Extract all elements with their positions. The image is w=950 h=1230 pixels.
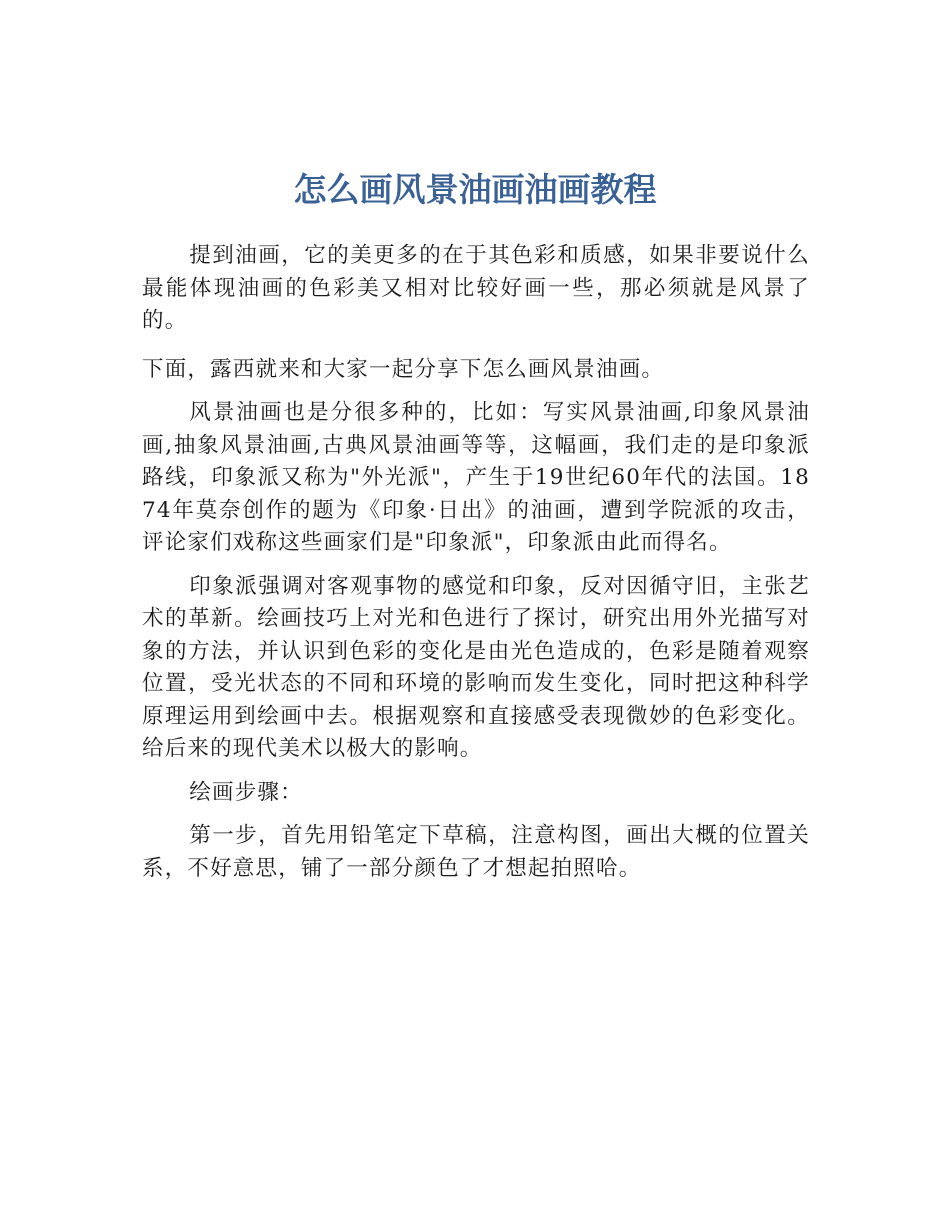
document-body [142, 240, 810, 896]
paragraph-intro: 提到油画，它的美更多的在于其色彩和质感，如果非要说什么最能体现油画的色彩美又相对比较好画一些，那必须就是风景了的。 [142, 243, 810, 333]
paragraph-share: 下面，露西就来和大家一起分享下怎么画风景油画。 [142, 356, 665, 382]
paragraph-step-one: 第一步，首先用铅笔定下草稿，注意构图，画出大概的位置关系，不好意思，铺了一部分颜色了才想起拍照哈。 [142, 823, 810, 881]
paragraph-impressionism: 印象派强调对客观事物的感觉和印象，反对因循守旧，主张艺术的革新。绘画技巧上对光和色进行了探讨，研究出用外光描写对象的方法，并认识到色彩的变化是由光色造成的，色彩是随着观察位置，受光状态的不同和环境的影响而发生变化，同时把这种科学原理运用到绘画中去。根据观察和直接感受表现微妙的色彩变化。给后来的现代美术以极大的影响。 [142, 573, 810, 761]
document-title: 怎么画风景油画油画教程 [293, 170, 657, 210]
paragraph-steps-heading: 绘画步骤： [189, 779, 303, 805]
paragraph-landscape-types: 风景油画也是分很多种的，比如：写实风景油画,印象风景油画,抽象风景油画,古典风景油画等等，这幅画，我们走的是印象派路线，印象派又称为"外光派"，产生于19世纪60年代的法国。1874年莫奈创作的题为《印象·日出》的油画，遭到学院派的攻击，评论家们戏称这些画家们是"印象派"，印象派由此而得名。 [142, 400, 810, 555]
